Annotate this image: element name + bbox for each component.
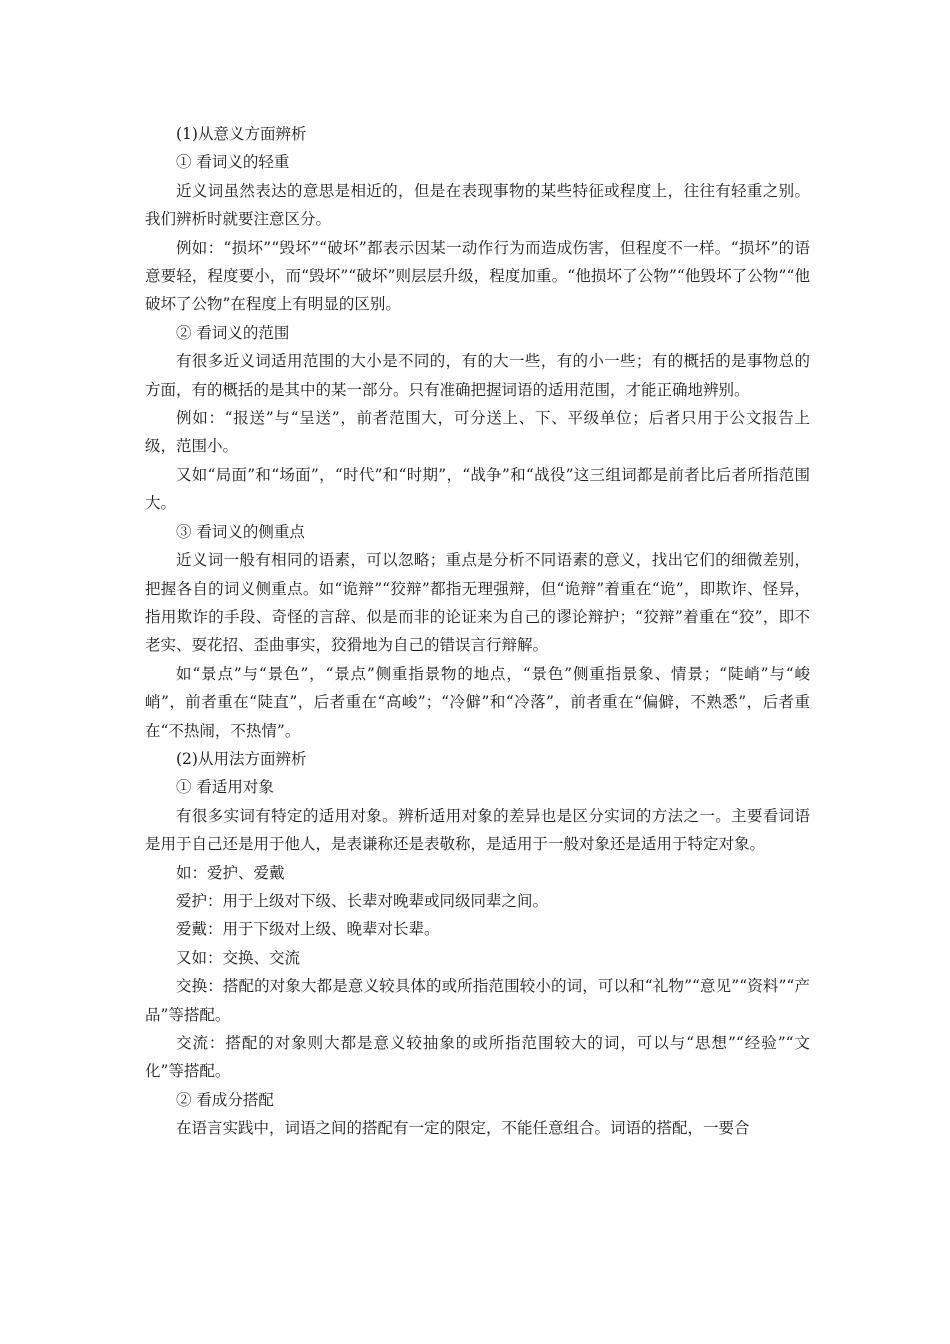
paragraph: 爱护：用于上级对下级、长辈对晚辈或同级同辈之间。 [176,891,549,910]
paragraph: 爱戴：用于下级对上级、晚辈对长辈。 [176,920,440,939]
section-heading-usage: (2)从用法方面辨析 [176,749,307,768]
subheading-target: ① 看适用对象 [176,778,274,797]
paragraph: 有很多近义词适用范围的大小是不同的，有的大一些，有的小一些；有的概括的是事物总的方面，有的概括的是其中的某一部分。只有准确把握词语的适用范围，才能正确地辨别。 [145,352,810,399]
paragraph: 例如：“报送”与“呈送”，前者范围大，可分送上、下、平级单位；后者只用于公文报告上级，范围小。 [145,409,810,456]
paragraph: 如：爱护、爱戴 [176,863,285,882]
paragraph: 近义词虽然表达的意思是相近的，但是在表现事物的某些特征或程度上，往往有轻重之别。我们辨析时就要注意区分。 [145,181,810,229]
subheading-emphasis: ③ 看词义的侧重点 [176,522,305,541]
section-heading-meaning: (1)从意义方面辨析 [176,125,307,143]
subheading-collocation: ② 看成分搭配 [176,1090,274,1109]
subheading-scope: ② 看词义的范围 [176,323,290,342]
paragraph: 有很多实词有特定的适用对象。辨析适用对象的差异也是区分实词的方法之一。主要看词语是用于自己还是用于他人，是表谦称还是表敬称，是适用于一般对象还是适用于特定对象。 [145,806,810,854]
paragraph: 又如“局面”和“场面”，“时代”和“时期”，“战争”和“战役”这三组词都是前者比后者所指范围大。 [145,465,810,513]
paragraph: 交换：搭配的对象大都是意义较具体的或所指范围较小的词，可以和“礼物”“意见”“资料”“产品”等搭配。 [145,977,810,1024]
paragraph: 交流：搭配的对象则大都是意义较抽象的或所指范围较大的词，可以与“思想”“经验”“文化”等搭配。 [145,1034,810,1081]
paragraph: 在语言实践中，词语之间的搭配有一定的限定，不能任意组合。词语的搭配，一要合 [176,1119,750,1138]
subheading-weight: ① 看词义的轻重 [176,153,290,172]
paragraph: 又如：交换、交流 [176,948,301,967]
paragraph: 例如：“损坏”“毁坏”“破坏”都表示因某一动作行为而造成伤害，但程度不一样。“损坏”的语意要轻，程度要小，而“毁坏”“破坏”则层层升级，程度加重。“他损坏了公物”“他毁坏了公物”“他破坏了公物”在程度上有明显的区别。 [145,238,810,314]
paragraph: 近义词一般有相同的语素，可以忽略；重点是分析不同语素的意义，找出它们的细微差别，把握各自的词义侧重点。如“诡辩”“狡辩”都指无理强辩，但“诡辩”着重在“诡”，即欺诈、怪异，指用欺诈的手段、奇怪的言辞、似是而非的论证来为自己的谬论辩护；“狡辩”着重在“狡”，即不老实、耍花招、歪曲事实，狡猾地为自己的错误言行辩解。 [145,551,810,655]
document-body [145,120,810,1143]
paragraph: 如“景点”与“景色”，“景点”侧重指景物的地点，“景色”侧重指景象、情景；“陡峭”与“峻峭”，前者重在“陡直”，后者重在“高峻”；“冷僻”和“冷落”，前者重在“偏僻，不熟悉”，后者重在“不热闹，不热情”。 [145,664,810,740]
